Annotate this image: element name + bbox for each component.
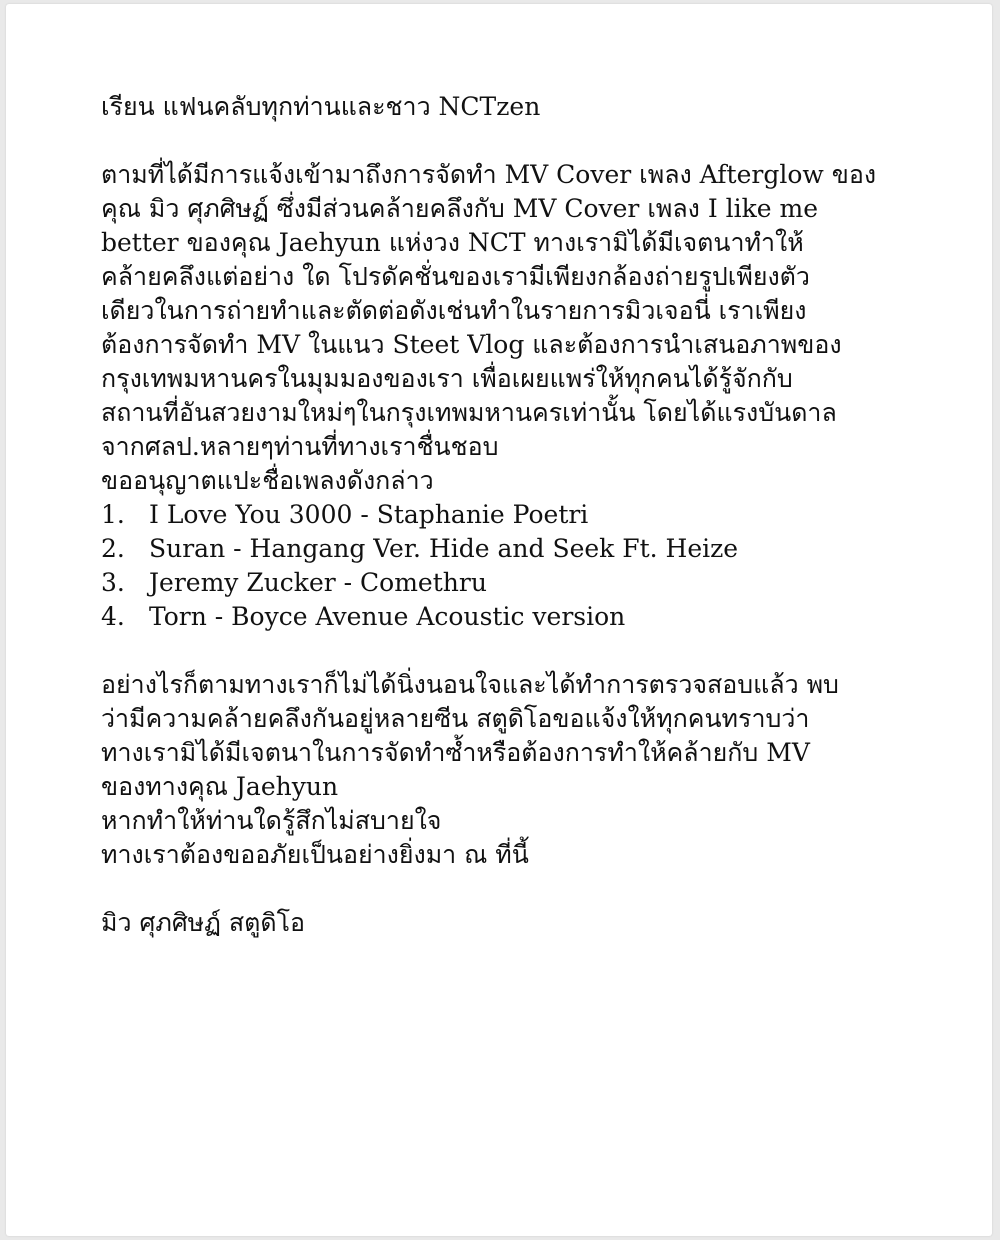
paragraph-1-line: ตามที่ได้มีการแจ้งเข้ามาถึงการจัดทำ MV Cover เพลง Afterglow ของ (101, 160, 877, 189)
letter-body (101, 90, 921, 940)
paragraph-2-line: ทางเรามิได้มีเจตนาในการจัดทำซ้ำหรือต้องการทำให้คล้ายกับ MV (101, 738, 810, 767)
song-title: Suran - Hangang Ver. Hide and Seek Ft. Heize (149, 534, 739, 563)
paragraph-2 (101, 668, 921, 872)
paragraph-2-line: ของทางคุณ Jaehyun (101, 772, 339, 801)
song-number: 1. (101, 500, 125, 529)
paragraph-2-line: ว่ามีความคล้ายคลึงกันอยู่หลายซีน สตูดิโอขอแจ้งให้ทุกคนทราบว่า (101, 704, 810, 733)
paragraph-1-line: จากศลป.หลายๆท่านที่ทางเราชื่นชอบ (101, 432, 499, 461)
paragraph-1-line: better ของคุณ Jaehyun แห่งวง NCT ทางเรามิได้มีเจตนาทำให้ (101, 228, 804, 257)
song-list-item (101, 532, 921, 566)
paragraph-gap (101, 872, 921, 906)
paragraph-1-line: เดียวในการถ่ายทำและตัดต่อดังเช่นทำในรายการมิวเจอนี่ เราเพียง (101, 296, 807, 325)
song-list (101, 498, 921, 634)
greeting-line: เรียน แฟนคลับทุกท่านและชาว NCTzen (101, 92, 541, 121)
song-number: 4. (101, 602, 125, 631)
signature: มิว ศุภศิษฏ์ สตูดิโอ (101, 908, 306, 937)
paragraph-1 (101, 158, 921, 498)
paragraph-1-line: กรุงเทพมหานครในมุมมองของเรา เพื่อเผยแพร่ให้ทุกคนได้รู้จักกับ (101, 364, 793, 393)
paragraph-2-line: อย่างไรก็ตามทางเราก็ไม่ได้นิ่งนอนใจและได้ทำการตรวจสอบแล้ว พบ (101, 670, 839, 699)
song-number: 2. (101, 534, 125, 563)
song-title: I Love You 3000 - Staphanie Poetri (149, 500, 589, 529)
song-list-item (101, 498, 921, 532)
paragraph-1-line: สถานที่อันสวยงามใหม่ๆในกรุงเทพมหานครเท่านั้น โดยได้แรงบันดาล (101, 398, 837, 427)
song-number: 3. (101, 568, 125, 597)
paragraph-1-line: ขออนุญาตแปะชื่อเพลงดังกล่าว (101, 466, 434, 495)
paragraph-1-line: ต้องการจัดทำ MV ในแนว Steet Vlog และต้องการนำเสนอภาพของ (101, 330, 842, 359)
song-list-item (101, 600, 921, 634)
song-list-item (101, 566, 921, 600)
song-title: Torn - Boyce Avenue Acoustic version (149, 602, 626, 631)
paragraph-gap (101, 634, 921, 668)
document-page (6, 4, 992, 1236)
paragraph-2-line: ทางเราต้องขออภัยเป็นอย่างยิ่งมา ณ ที่นี้ (101, 840, 529, 869)
paragraph-2-line: หากทำให้ท่านใดรู้สึกไม่สบายใจ (101, 806, 442, 835)
paragraph-1-line: คล้ายคลึงแต่อย่าง ใด โปรดัคชั่นของเรามีเพียงกล้องถ่ายรูปเพียงตัว (101, 262, 810, 291)
song-title: Jeremy Zucker - Comethru (149, 568, 487, 597)
paragraph-gap (101, 124, 921, 158)
paragraph-1-line: คุณ มิว ศุภศิษฏ์ ซึ่งมีส่วนคล้ายคลึงกับ MV Cover เพลง I like me (101, 194, 819, 223)
